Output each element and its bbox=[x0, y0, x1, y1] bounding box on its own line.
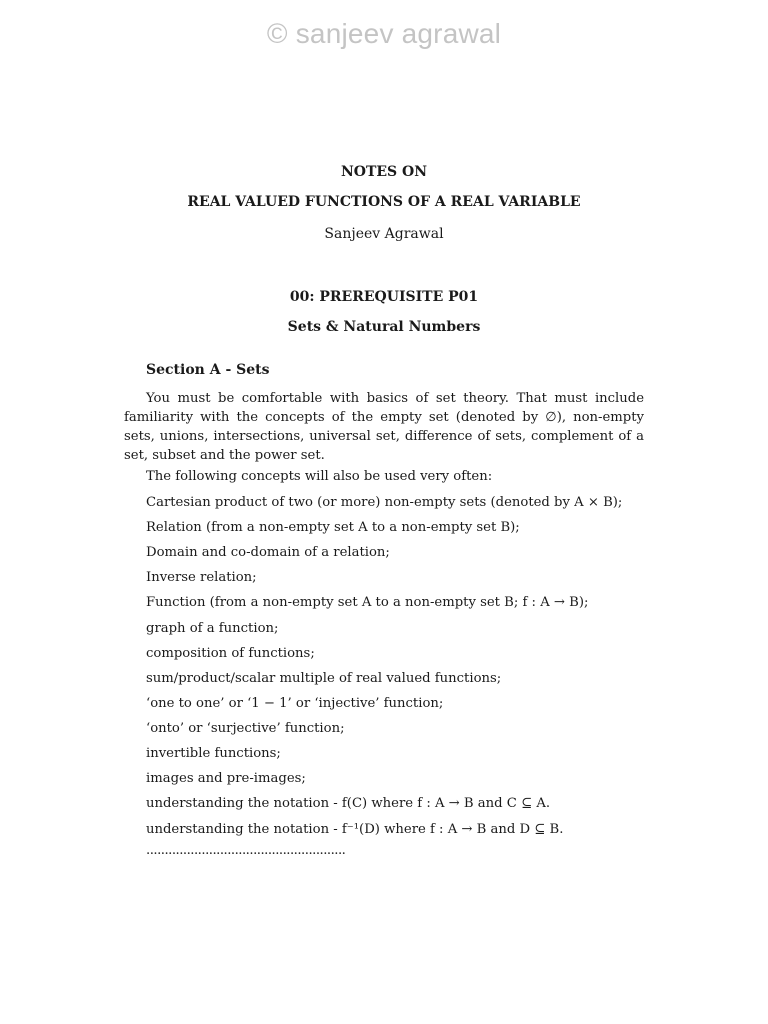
list-item: invertible functions; bbox=[146, 746, 281, 761]
list-item: composition of functions; bbox=[146, 646, 315, 661]
list-item: understanding the notation - f⁻¹(D) where f : A → B and D ⊆ B. bbox=[146, 822, 564, 837]
copyright-watermark: © sanjeev agrawal bbox=[266, 18, 502, 49]
list-item: Inverse relation; bbox=[146, 570, 257, 585]
dotted-continuation: ...................................................... bbox=[146, 843, 346, 858]
list-item: ‘one to one’ or ‘1 − 1’ or ‘injective’ function; bbox=[146, 696, 444, 711]
section-heading: Section A - Sets bbox=[146, 362, 270, 378]
title-line-2: REAL VALUED FUNCTIONS OF A REAL VARIABLE bbox=[187, 194, 581, 210]
lead-sentence: The following concepts will also be used very often: bbox=[146, 469, 493, 484]
list-item: Cartesian product of two (or more) non-empty sets (denoted by A × B); bbox=[146, 495, 623, 510]
chapter-heading: 00: PREREQUISITE P01 bbox=[289, 289, 479, 305]
list-item: graph of a function; bbox=[146, 621, 279, 636]
list-item: Relation (from a non-empty set A to a non-empty set B); bbox=[146, 520, 520, 535]
title-line-1: NOTES ON bbox=[340, 164, 428, 180]
intro-paragraph: You must be comfortable with basics of set theory. That must include familiarity with the concepts of the empty set (denoted by ∅), non-empty sets, unions, intersections, universal set, difference of sets, complement of a set, subset and the power set. bbox=[124, 391, 644, 463]
list-item: sum/product/scalar multiple of real valued functions; bbox=[146, 671, 502, 686]
author-name: Sanjeev Agrawal bbox=[324, 226, 444, 242]
list-item: images and pre-images; bbox=[146, 771, 306, 786]
list-item: Domain and co-domain of a relation; bbox=[146, 545, 390, 560]
list-item: ‘onto’ or ‘surjective’ function; bbox=[146, 721, 345, 736]
list-item: understanding the notation - f(C) where f : A → B and C ⊆ A. bbox=[146, 796, 551, 811]
chapter-subtitle: Sets & Natural Numbers bbox=[287, 319, 481, 335]
list-item: Function (from a non-empty set A to a non-empty set B; f : A → B); bbox=[146, 595, 589, 610]
